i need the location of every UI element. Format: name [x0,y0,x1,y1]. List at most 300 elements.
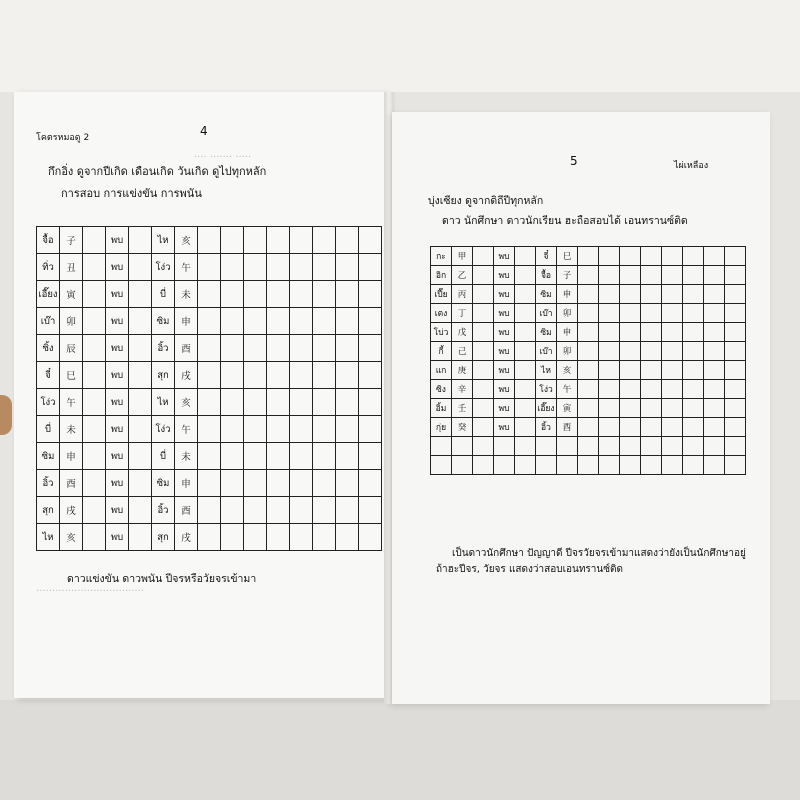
cell-empty [704,361,725,380]
cell-empty [515,456,536,475]
table-row [431,361,746,380]
right-title-line1: บุ่งเซียง ดูจากดิถีปีทุกหลัก [428,195,544,207]
cell-empty [336,443,359,470]
cell-empty [641,361,662,380]
cell-empty [244,497,267,524]
cell-empty [198,281,221,308]
cell-empty [704,437,725,456]
cell-empty [313,362,336,389]
cell-empty [725,361,746,380]
cell-empty [83,362,106,389]
cell-thai-2: เบ๊า [536,342,557,361]
cell-empty [557,437,578,456]
cell-empty [267,308,290,335]
cell-thai-2: สุก [152,524,175,551]
cell-empty [641,380,662,399]
cell-empty [221,227,244,254]
cell-empty [704,380,725,399]
cell-empty [620,266,641,285]
cell-empty [641,456,662,475]
cell-chinese-2: 子 [557,266,578,285]
cell-thai-1: โบ่ว [431,323,452,342]
cell-thai-2: จื้อ [536,266,557,285]
cell-empty [313,308,336,335]
cell-empty [704,323,725,342]
cell-thai-2: เบ๊า [536,304,557,323]
cell-empty [267,416,290,443]
cell-thai-2: ไห [536,361,557,380]
cell-chinese-2: 卯 [557,304,578,323]
cell-meet: พบ [106,335,129,362]
cell-empty [267,227,290,254]
cell-empty [198,416,221,443]
cell-empty [290,416,313,443]
cell-empty [267,470,290,497]
cell-empty [290,281,313,308]
cell-chinese-1: 卯 [60,308,83,335]
cell-empty [221,308,244,335]
cell-empty [198,443,221,470]
cell-chinese-2: 酉 [175,497,198,524]
cell-empty [83,254,106,281]
cell-empty [599,380,620,399]
cell-empty [704,399,725,418]
cell-empty [83,335,106,362]
cell-thai-1: แก [431,361,452,380]
cell-meet: พบ [494,304,515,323]
cell-empty [599,342,620,361]
cell-empty [244,470,267,497]
cell-empty [620,304,641,323]
cell-chinese-1: 辛 [452,380,473,399]
cell-empty [244,281,267,308]
cell-chinese-2: 戌 [175,362,198,389]
cell-meet: พบ [494,361,515,380]
cell-empty [267,497,290,524]
cell-chinese-1: 壬 [452,399,473,418]
table-row [431,380,746,399]
cell-empty [244,524,267,551]
cell-chinese-1: 戌 [60,497,83,524]
cell-chinese-2: 寅 [557,399,578,418]
cell-empty [515,285,536,304]
cell-chinese-2: 酉 [557,418,578,437]
cell-empty [198,470,221,497]
cell-thai-2: โง่ว [152,254,175,281]
cell-thai-1: อิ้ว [37,470,60,497]
cell-meet: พบ [494,266,515,285]
cell-empty [473,266,494,285]
cell-empty [359,308,382,335]
cell-empty [313,443,336,470]
cell-empty [359,335,382,362]
cell-empty [515,266,536,285]
cell-empty [725,247,746,266]
table-row [431,285,746,304]
cell-empty [129,281,152,308]
cell-thai-1: กุ่ย [431,418,452,437]
cell-empty [267,524,290,551]
cell-empty [515,418,536,437]
cell-empty [662,380,683,399]
cell-empty [578,342,599,361]
cell-meet: พบ [106,497,129,524]
cell-empty [83,416,106,443]
cell-thai-1: กะ [431,247,452,266]
cell-empty [683,247,704,266]
cell-empty [599,266,620,285]
cell-empty [599,247,620,266]
cell-thai-1: เปี๊ย [431,285,452,304]
cell-empty [244,335,267,362]
table-row [431,342,746,361]
cell-empty [336,416,359,443]
cell-empty [620,342,641,361]
cell-empty [221,254,244,281]
cell-empty [83,308,106,335]
table-row [431,437,746,456]
left-header: โคตรหมอดู 2 [36,133,90,143]
cell-meet: พบ [106,281,129,308]
cell-empty [129,227,152,254]
cell-chinese-1: 乙 [452,266,473,285]
cell-empty [704,285,725,304]
left-table [36,226,382,551]
cell-thai-2: ซิม [536,323,557,342]
cell-empty [336,254,359,281]
cell-empty [221,281,244,308]
cell-empty [662,361,683,380]
cell-empty [683,361,704,380]
table-row [431,456,746,475]
cell-empty [129,524,152,551]
table-row [431,399,746,418]
left-page [14,92,388,698]
cell-empty [641,285,662,304]
cell-empty [244,254,267,281]
cell-empty [599,304,620,323]
cell-empty [683,380,704,399]
cell-meet: พบ [106,254,129,281]
cell-empty [578,323,599,342]
cell-empty [129,362,152,389]
cell-empty [244,416,267,443]
cell-chinese-2: 戌 [175,524,198,551]
cell-empty [267,389,290,416]
cell-empty [313,227,336,254]
cell-empty [198,308,221,335]
cell-empty [515,323,536,342]
cell-empty [599,456,620,475]
left-page-number: 4 [200,124,208,138]
cell-empty [578,399,599,418]
cell-empty [515,399,536,418]
cell-empty [221,443,244,470]
cell-empty [599,323,620,342]
cell-empty [662,437,683,456]
cell-empty [452,456,473,475]
cell-thai-2: ซิม [536,285,557,304]
cell-empty [221,362,244,389]
cell-empty [336,389,359,416]
cell-empty [704,304,725,323]
cell-empty [683,342,704,361]
cell-empty [129,497,152,524]
cell-empty [620,437,641,456]
cell-empty [662,285,683,304]
cell-empty [662,418,683,437]
left-footer: ดาวแข่งขัน ดาวพนัน ปีจรหรือวัยจรเข้ามา [67,573,257,585]
cell-empty [83,470,106,497]
cell-empty [599,399,620,418]
cell-empty [683,304,704,323]
cell-empty [129,470,152,497]
cell-chinese-1: 庚 [452,361,473,380]
cell-empty [336,497,359,524]
cell-empty [313,416,336,443]
cell-empty [473,418,494,437]
table-row [37,308,382,335]
right-title-line2: ดาว นักศึกษา ดาวนักเรียน ฮะถือสอบได้ เอนทรานซ์ติด [442,215,688,227]
cell-empty [129,389,152,416]
cell-empty [683,323,704,342]
table-row [37,335,382,362]
cell-chinese-2: 卯 [557,342,578,361]
cell-empty [641,342,662,361]
cell-empty [359,524,382,551]
cell-thai-1: ซิม [37,443,60,470]
cell-empty [620,323,641,342]
cell-empty [359,416,382,443]
cell-meet: พบ [106,443,129,470]
cell-empty [578,361,599,380]
cell-chinese-2: 申 [557,285,578,304]
cell-empty [221,497,244,524]
cell-empty [290,443,313,470]
cell-empty [473,456,494,475]
table-row [37,416,382,443]
cell-chinese-1: 戊 [452,323,473,342]
cell-empty [578,304,599,323]
cell-thai-2: อิ้ว [536,418,557,437]
cell-empty [359,281,382,308]
cell-empty [641,399,662,418]
cell-meet: พบ [106,308,129,335]
table-row [37,362,382,389]
cell-empty [536,456,557,475]
cell-empty [473,437,494,456]
cell-empty [473,399,494,418]
cell-empty [515,247,536,266]
cell-empty [290,389,313,416]
cell-thai-2: โง่ว [152,416,175,443]
right-footer-line1: เป็นดาวนักศึกษา ปัญญาดี ปีจรวัยจรเข้ามาแสดงว่ายังเป็นนักศึกษาอยู่ [452,548,746,559]
cell-empty [641,266,662,285]
cell-empty [359,443,382,470]
cell-empty [129,335,152,362]
cell-chinese-1: 未 [60,416,83,443]
left-title-line2: การสอบ การแข่งขัน การพนัน [61,187,202,200]
right-page-number: 5 [570,154,578,168]
cell-empty [662,399,683,418]
cell-thai-2: ไห [152,389,175,416]
cell-empty [129,308,152,335]
cell-empty [431,456,452,475]
cell-empty [704,418,725,437]
cell-meet: พบ [494,285,515,304]
cell-meet: พบ [494,342,515,361]
cell-empty [267,281,290,308]
cell-chinese-2: 酉 [175,335,198,362]
cell-empty [359,227,382,254]
cell-thai-2: บี่ [152,281,175,308]
cell-empty [683,399,704,418]
cell-meet: พบ [106,416,129,443]
cell-thai-2: ไห [152,227,175,254]
cell-empty [359,497,382,524]
cell-thai-1: บี่ [37,416,60,443]
cell-empty [267,362,290,389]
cell-empty [290,470,313,497]
cell-thai-1: เอี๊ยง [37,281,60,308]
cell-empty [244,443,267,470]
cell-meet: พบ [106,389,129,416]
cell-empty [725,342,746,361]
cell-meet: พบ [494,418,515,437]
cell-empty [620,285,641,304]
cell-empty [662,247,683,266]
thumb-edge [0,395,12,435]
table-row [37,470,382,497]
cell-chinese-1: 午 [60,389,83,416]
cell-empty [313,335,336,362]
cell-empty [290,335,313,362]
table-row [431,418,746,437]
table-row [37,389,382,416]
show-through-text: ·································· [36,586,145,597]
cell-empty [473,361,494,380]
cell-empty [599,418,620,437]
table-row [37,281,382,308]
cell-empty [129,443,152,470]
cell-empty [267,335,290,362]
cell-empty [662,304,683,323]
cell-chinese-2: 巳 [557,247,578,266]
cell-empty [244,308,267,335]
cell-empty [704,456,725,475]
cell-empty [578,247,599,266]
cell-chinese-2: 亥 [175,227,198,254]
table-row [37,443,382,470]
cell-empty [336,362,359,389]
cell-empty [557,456,578,475]
cell-thai-1: ซิง [431,380,452,399]
cell-chinese-2: 亥 [175,389,198,416]
show-through-text: ···· ······· ····· [194,152,252,163]
cell-empty [704,342,725,361]
cell-empty [290,308,313,335]
cell-thai-1: อิก [431,266,452,285]
cell-empty [452,437,473,456]
cell-empty [336,308,359,335]
cell-empty [578,380,599,399]
cell-empty [725,323,746,342]
cell-empty [494,437,515,456]
cell-empty [536,437,557,456]
cell-meet: พบ [106,362,129,389]
cell-empty [578,285,599,304]
cell-empty [129,254,152,281]
cell-chinese-2: 未 [175,281,198,308]
background-top [0,0,800,92]
cell-empty [83,227,106,254]
cell-meet: พบ [494,247,515,266]
cell-meet: พบ [106,524,129,551]
cell-empty [198,497,221,524]
cell-thai-1: ซิ้ง [37,335,60,362]
cell-chinese-1: 酉 [60,470,83,497]
cell-empty [198,254,221,281]
right-header: ไผ่เหลือง [674,161,709,171]
cell-thai-2: ซิม [152,470,175,497]
cell-empty [359,254,382,281]
cell-empty [473,323,494,342]
cell-chinese-2: 申 [175,308,198,335]
cell-meet: พบ [106,470,129,497]
cell-chinese-2: 未 [175,443,198,470]
cell-empty [221,524,244,551]
cell-empty [641,418,662,437]
table-row [431,247,746,266]
cell-empty [662,266,683,285]
cell-empty [336,281,359,308]
cell-empty [725,304,746,323]
right-page [392,112,770,704]
cell-meet: พบ [106,227,129,254]
cell-empty [244,362,267,389]
cell-empty [83,443,106,470]
cell-empty [620,361,641,380]
cell-empty [290,227,313,254]
cell-empty [359,389,382,416]
cell-empty [83,281,106,308]
cell-thai-2: โง่ว [536,380,557,399]
cell-empty [336,470,359,497]
cell-thai-1: กี้ [431,342,452,361]
cell-chinese-2: 午 [557,380,578,399]
cell-chinese-2: 申 [557,323,578,342]
cell-empty [267,254,290,281]
cell-meet: พบ [494,399,515,418]
cell-empty [599,285,620,304]
cell-thai-1: ทิ่ว [37,254,60,281]
cell-empty [313,281,336,308]
cell-empty [221,470,244,497]
cell-empty [473,304,494,323]
cell-empty [641,323,662,342]
cell-empty [620,247,641,266]
cell-empty [313,389,336,416]
cell-chinese-1: 亥 [60,524,83,551]
cell-empty [359,470,382,497]
cell-empty [198,524,221,551]
cell-empty [599,437,620,456]
cell-empty [683,285,704,304]
cell-empty [662,456,683,475]
cell-empty [515,342,536,361]
cell-empty [359,362,382,389]
cell-empty [515,380,536,399]
